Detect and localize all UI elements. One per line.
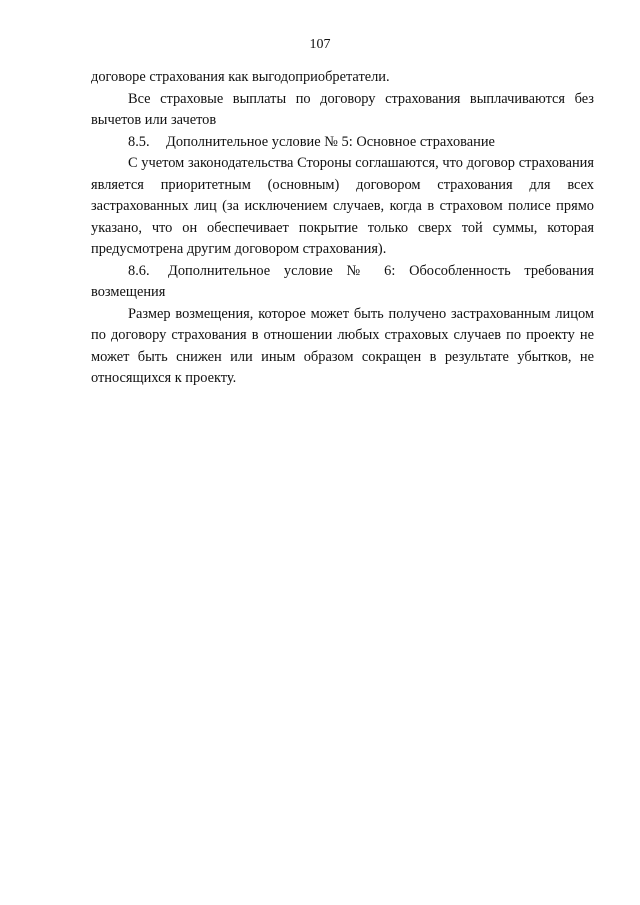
paragraph-continuation: договоре страхования как выгодоприобретатели.	[91, 69, 390, 85]
document-body	[91, 67, 594, 390]
paragraph-primary-insurance: С учетом законодательства Стороны соглашаются, что договор страхования является приоритетным (основным) договором страхования для всех застрахованных лиц (за исключением случаев, когда в страховом полисе прямо указано, что он обеспечивает покрытие только сверх той суммы, которая предусмотрена другим договором страхования).	[91, 155, 594, 257]
section-title-8-6-continuation: возмещения	[91, 284, 166, 300]
paragraph-claim-separation: Размер возмещения, которое может быть получено застрахованным лицом по договору страхования в отношении любых страховых случаев по проекту не может быть снижен или иным образом сокращен в результате убытков, не относящихся к проекту.	[91, 305, 594, 386]
section-title-8-6: Дополнительное условие № 6: Обособленность требования	[168, 262, 594, 279]
page-number: 107	[309, 37, 331, 52]
section-number-8-6: 8.6.	[128, 262, 150, 279]
section-heading-8-5	[91, 132, 594, 154]
section-heading-8-6	[91, 261, 594, 283]
paragraph-payments: Все страховые выплаты по договору страхования выплачиваются без вычетов или зачетов	[91, 90, 594, 128]
section-title-8-5: Дополнительное условие № 5: Основное страхование	[166, 133, 495, 150]
section-number-8-5: 8.5.	[128, 133, 150, 150]
